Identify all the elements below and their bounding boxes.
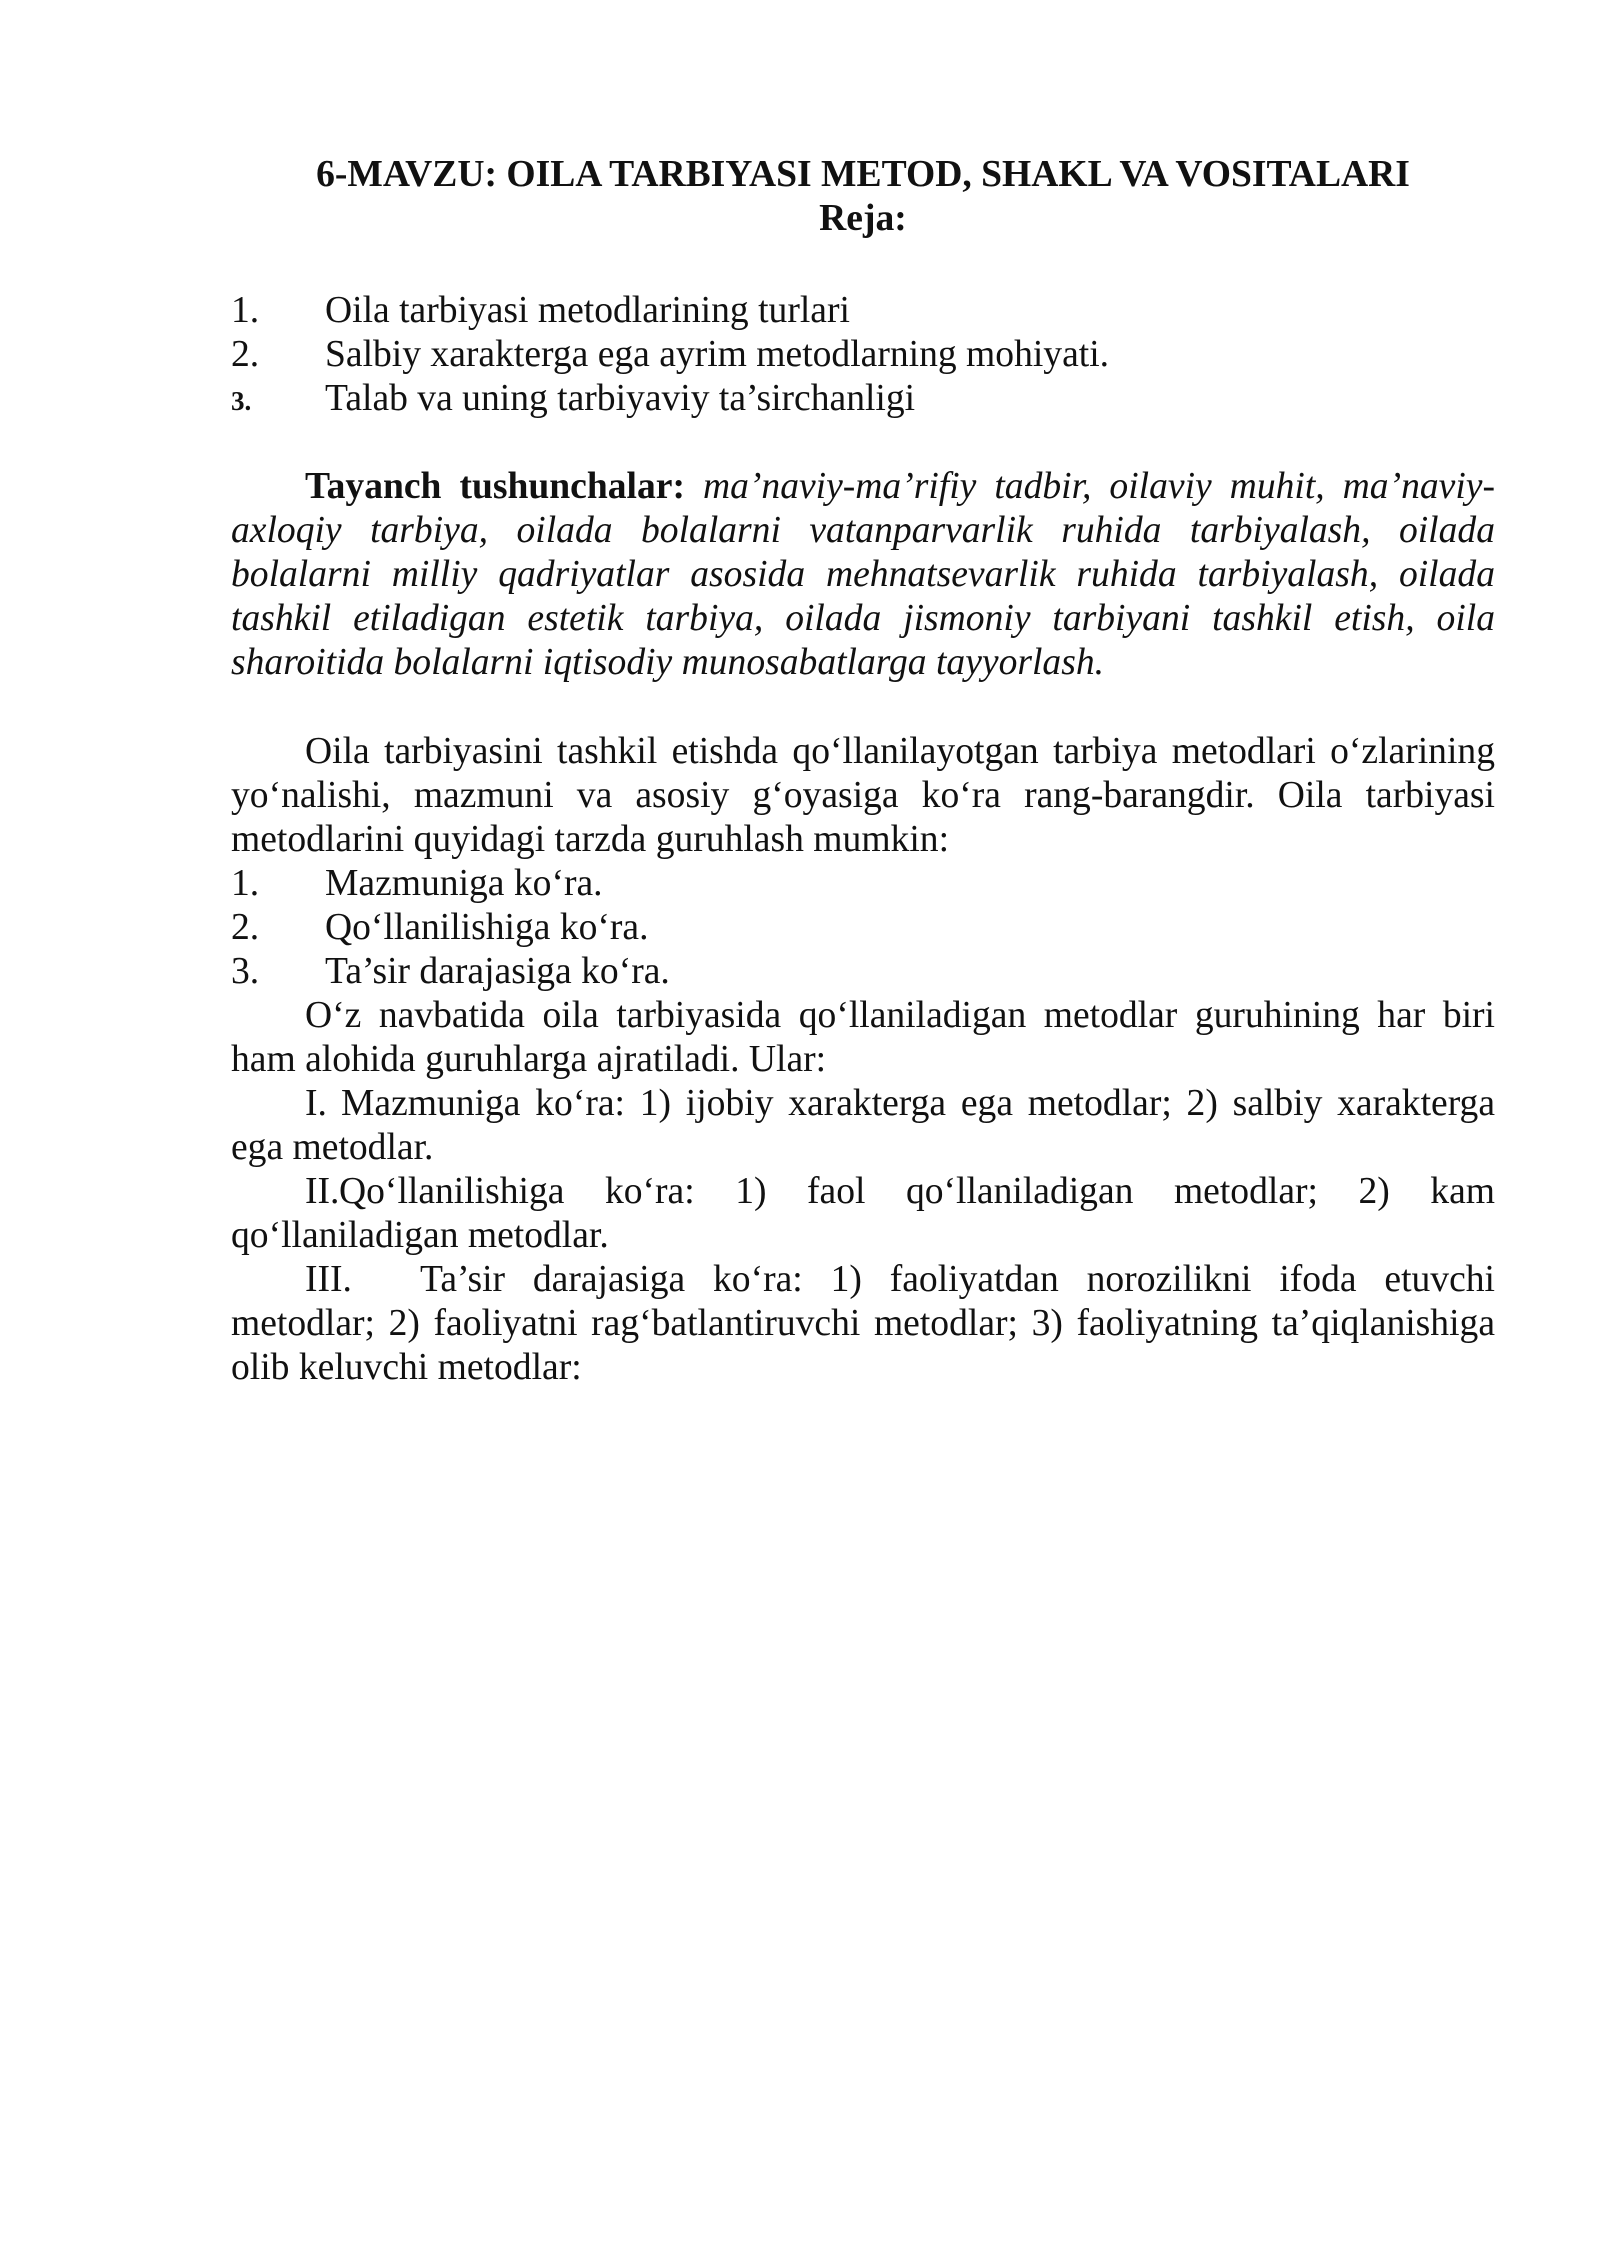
group-line bbox=[231, 1258, 1495, 1302]
key-concepts-line: bolalarni milliy qadriyatlar asosida mehnatsevarlik ruhida tarbiyalash, oilada bbox=[231, 554, 1495, 595]
grouping-item bbox=[231, 862, 1495, 906]
key-concepts-line bbox=[231, 465, 1495, 509]
key-concepts-label: Tayanch tushunchalar: bbox=[305, 466, 685, 507]
grouping-item-text: Mazmuniga ko‘ra. bbox=[325, 863, 603, 904]
groups-intro-line: O‘z navbatida oila tarbiyasida qo‘llaniladigan metodlar guruhining har biri bbox=[305, 995, 1495, 1036]
group-marker: III. bbox=[305, 1259, 352, 1300]
group-line: olib keluvchi metodlar: bbox=[231, 1347, 582, 1388]
plan-item bbox=[231, 289, 1495, 333]
plan-item-number: 2. bbox=[231, 334, 260, 375]
plan-item-text: Talab va uning tarbiyaviy ta’sirchanligi bbox=[325, 378, 916, 419]
plan-item-text: Salbiy xarakterga ega ayrim metodlarning mohiyati. bbox=[325, 334, 1110, 375]
group-line bbox=[231, 1082, 1495, 1126]
plan-item-text: Oila tarbiyasi metodlarining turlari bbox=[325, 290, 850, 331]
grouping-item-text: Qo‘llanilishiga ko‘ra. bbox=[325, 907, 649, 948]
groups-intro-line: ham alohida guruhlarga ajratiladi. Ular: bbox=[231, 1039, 827, 1080]
key-concepts-line: sharoitida bolalarni iqtisodiy munosabatlarga tayyorlash. bbox=[231, 642, 1105, 683]
grouping-item-number: 2. bbox=[231, 907, 260, 948]
intro-line: metodlarini quyidagi tarzda guruhlash mumkin: bbox=[231, 819, 950, 860]
grouping-item bbox=[231, 950, 1495, 994]
grouping-item-text: Ta’sir darajasiga ko‘ra. bbox=[325, 951, 670, 992]
plan-item bbox=[231, 333, 1495, 377]
intro-line: yo‘nalishi, mazmuni va asosiy g‘oyasiga ko‘ra rang-barangdir. Oila tarbiyasi bbox=[231, 775, 1495, 816]
group-text: Qo‘llanilishiga ko‘ra: 1) faol qo‘llaniladigan metodlar; 2) kam bbox=[339, 1171, 1495, 1212]
plan-item bbox=[231, 377, 1495, 423]
grouping-item-number: 1. bbox=[231, 863, 260, 904]
group-marker: I. bbox=[305, 1083, 327, 1124]
key-concepts-line: tashkil etiladigan estetik tarbiya, oilada jismoniy tarbiyani tashkil etish, oila bbox=[231, 598, 1495, 639]
intro-line: Oila tarbiyasini tashkil etishda qo‘llanilayotgan tarbiya metodlari o‘zlarining bbox=[305, 731, 1495, 772]
grouping-item bbox=[231, 906, 1495, 950]
group-line: ega metodlar. bbox=[231, 1127, 434, 1168]
plan-heading: Reja: bbox=[819, 198, 907, 239]
plan-list bbox=[231, 289, 1495, 423]
group-line: qo‘llaniladigan metodlar. bbox=[231, 1215, 609, 1256]
group-text: Ta’sir darajasiga ko‘ra: 1) faoliyatdan norozilikni ifoda etuvchi bbox=[420, 1259, 1495, 1300]
plan-item-number: 3. bbox=[231, 386, 252, 416]
key-concepts-line: axloqiy tarbiya, oilada bolalarni vatanparvarlik ruhida tarbiyalash, oilada bbox=[231, 510, 1495, 551]
key-concepts-paragraph bbox=[231, 465, 1495, 685]
grouping-item-number: 3. bbox=[231, 951, 260, 992]
key-concepts-text: ma’naviy-ma’rifiy tadbir, oilaviy muhit, ma’naviy- bbox=[702, 466, 1495, 507]
group-line: metodlar; 2) faoliyatni rag‘batlantiruvchi metodlar; 3) faoliyatning ta’qiqlanishiga bbox=[231, 1303, 1495, 1344]
group-text: Mazmuniga ko‘ra: 1) ijobiy xarakterga ega metodlar; 2) salbiy xarakterga bbox=[341, 1083, 1495, 1124]
group-line bbox=[231, 1170, 1495, 1214]
plan-item-number: 1. bbox=[231, 290, 260, 331]
group-marker: II. bbox=[305, 1171, 340, 1212]
page-title: 6-MAVZU: OILA TARBIYASI METOD, SHAKL VA VOSITALARI bbox=[316, 154, 1410, 195]
main-text bbox=[231, 730, 1495, 1390]
